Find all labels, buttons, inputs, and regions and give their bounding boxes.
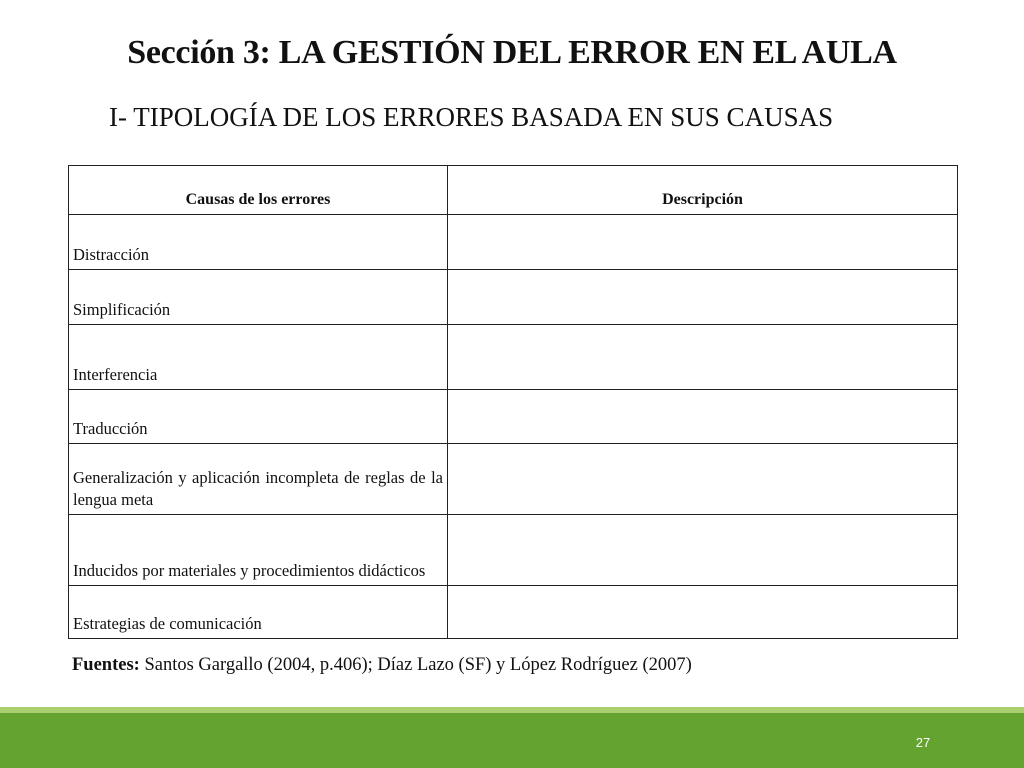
cause-cell: Distracción [69,215,448,270]
slide-title: Sección 3: LA GESTIÓN DEL ERROR EN EL AULA [127,34,897,71]
description-cell [448,325,958,390]
description-cell [448,444,958,515]
description-cell [448,515,958,586]
sources-text: Santos Gargallo (2004, p.406); Díaz Lazo (SF) y López Rodríguez (2007) [139,655,692,675]
sources-line [72,655,692,676]
header-description: Descripción [448,166,958,215]
cause-cell: Inducidos por materiales y procedimientos didácticos [69,515,448,586]
table-row [69,444,958,515]
table-row [69,270,958,325]
table-header-row [69,166,958,215]
table-row [69,215,958,270]
description-cell [448,586,958,639]
slide-subtitle: I- TIPOLOGÍA DE LOS ERRORES BASADA EN SUS CAUSAS [109,102,834,132]
cause-cell: Generalización y aplicación incompleta de reglas de la lengua meta [69,444,448,515]
page-number: 27 [915,735,931,750]
header-causes: Causas de los errores [69,166,448,215]
sources-label: Fuentes: [72,655,140,675]
cause-cell: Simplificación [69,270,448,325]
cause-cell: Traducción [69,390,448,444]
description-cell [448,270,958,325]
table-row [69,325,958,390]
cause-cell: Estrategias de comunicación [69,586,448,639]
description-cell [448,390,958,444]
table-row [69,586,958,639]
cause-cell: Interferencia [69,325,448,390]
error-causes-table [68,165,958,639]
footer-band-dark [0,713,1024,768]
description-cell [448,215,958,270]
table-row [69,515,958,586]
table-row [69,390,958,444]
